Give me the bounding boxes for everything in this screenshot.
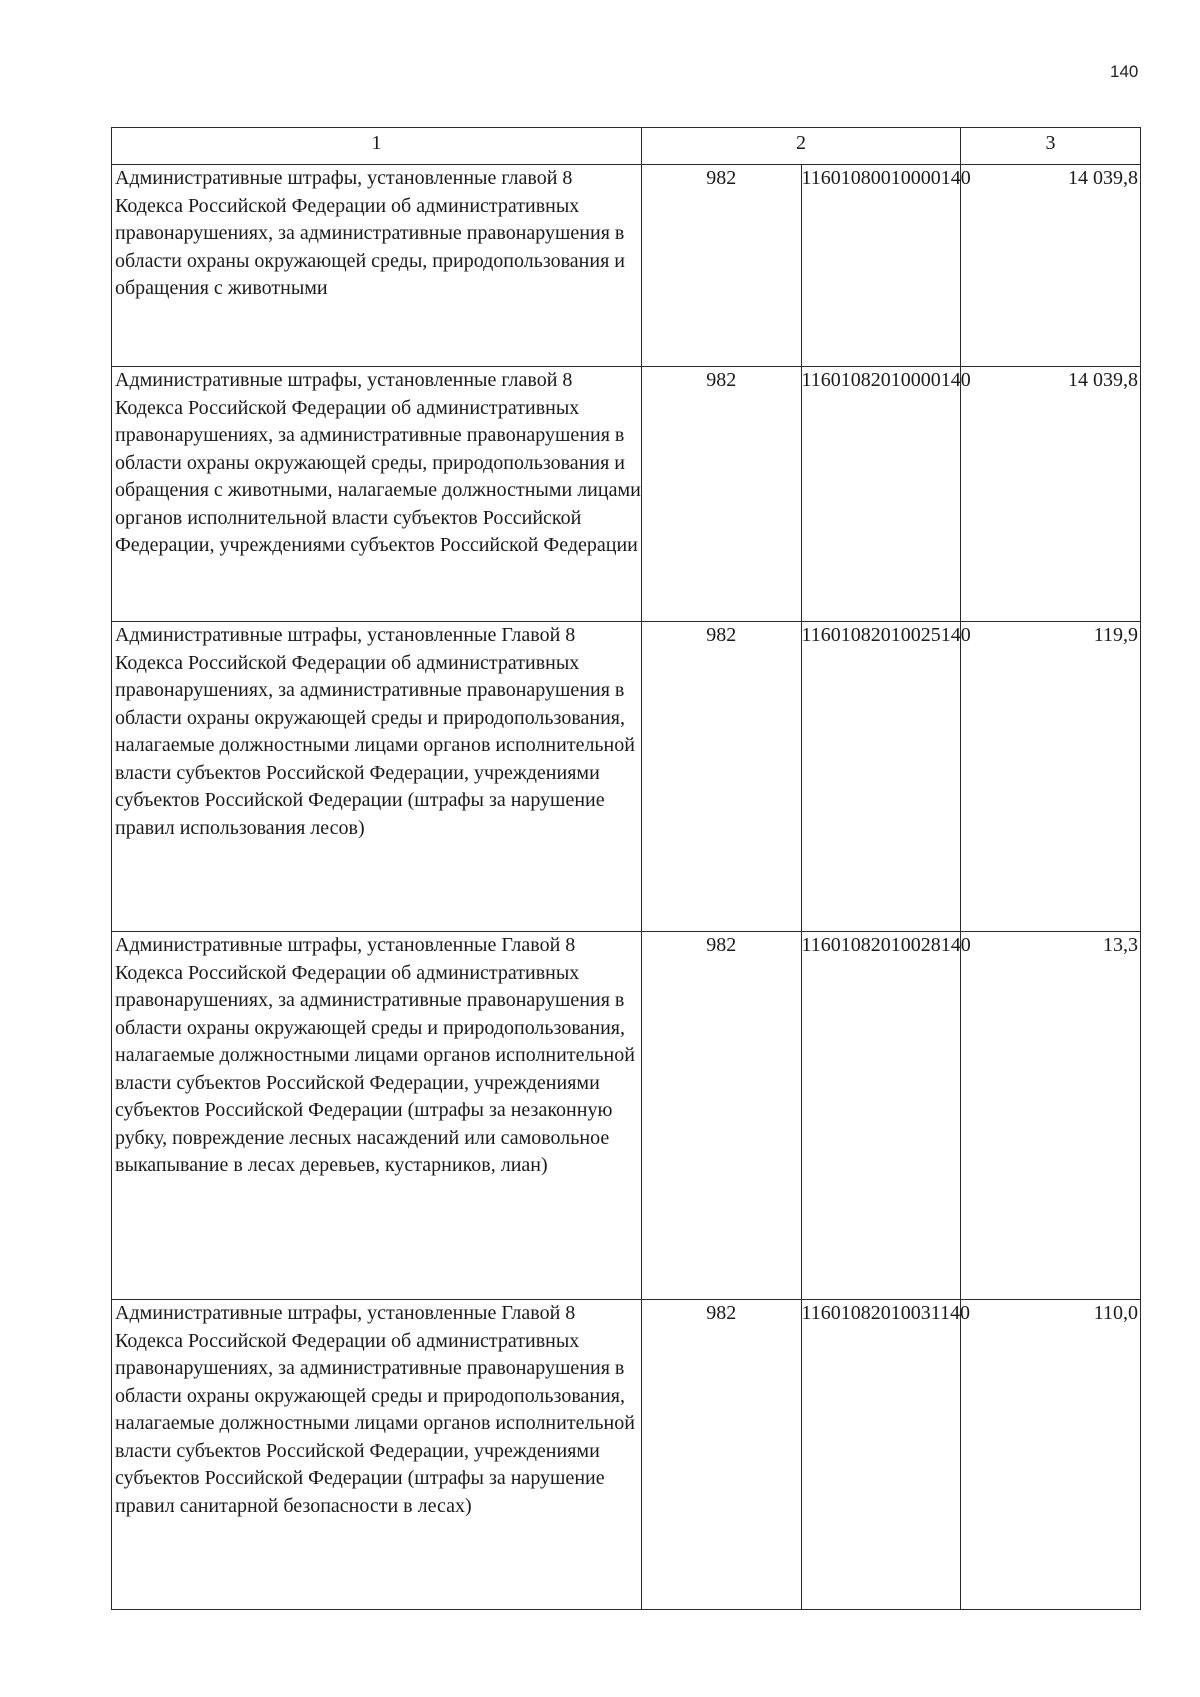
revenue-name-cell: Административные штрафы, установленные Главой 8 Кодекса Российской Федерации об административных правонарушениях, за административные правонарушения в области охраны окружающей среды и природопользования, налагаемые должностными лицами органов исполнительной власти субъектов Российской Федерации, учреждениями субъектов Российской Федерации (штрафы за нарушение правил санитарной безопасности в лесах) (112, 1300, 642, 1610)
page-number: 140 (1110, 62, 1139, 81)
admin-code-cell: 982 (642, 165, 802, 367)
amount-cell: 110,0 (961, 1300, 1141, 1610)
column-header-3: 3 (961, 128, 1141, 165)
admin-code-cell: 982 (642, 1300, 802, 1610)
revenue-name-cell: Административные штрафы, установленные главой 8 Кодекса Российской Федерации об административных правонарушениях, за административные правонарушения в области охраны окружающей среды, природопользования и обращения с животными, налагаемые должностными лицами органов исполнительной власти субъектов Российской Федерации, учреждениями субъектов Российской Федерации (112, 367, 642, 622)
table-row (112, 622, 1141, 932)
amount-cell: 14 039,8 (961, 165, 1141, 367)
budget-code-cell: 11601082010025140 (801, 622, 961, 932)
amount-cell: 13,3 (961, 932, 1141, 1300)
revenue-name-cell: Административные штрафы, установленные Главой 8 Кодекса Российской Федерации об административных правонарушениях, за административные правонарушения в области охраны окружающей среды и природопользования, налагаемые должностными лицами органов исполнительной власти субъектов Российской Федерации, учреждениями субъектов Российской Федерации (штрафы за незаконную рубку, повреждение лесных насаждений или самовольное выкапывание в лесах деревьев, кустарников, лиан) (112, 932, 642, 1300)
table-header-row (112, 128, 1141, 165)
budget-code-cell: 11601082010031140 (801, 1300, 961, 1610)
column-header-2: 2 (642, 128, 961, 165)
table-row (112, 932, 1141, 1300)
admin-code-cell: 982 (642, 622, 802, 932)
table-row (112, 367, 1141, 622)
revenue-name-cell: Административные штрафы, установленные главой 8 Кодекса Российской Федерации об административных правонарушениях, за административные правонарушения в области охраны окружающей среды, природопользования и обращения с животными (112, 165, 642, 367)
budget-revenue-table (111, 127, 1141, 1610)
column-header-1: 1 (112, 128, 642, 165)
budget-code-cell: 11601082010028140 (801, 932, 961, 1300)
revenue-name-cell: Административные штрафы, установленные Главой 8 Кодекса Российской Федерации об административных правонарушениях, за административные правонарушения в области охраны окружающей среды и природопользования, налагаемые должностными лицами органов исполнительной власти субъектов Российской Федерации, учреждениями субъектов Российской Федерации (штрафы за нарушение правил использования лесов) (112, 622, 642, 932)
admin-code-cell: 982 (642, 367, 802, 622)
amount-cell: 119,9 (961, 622, 1141, 932)
budget-code-cell: 11601080010000140 (801, 165, 961, 367)
budget-code-cell: 11601082010000140 (801, 367, 961, 622)
amount-cell: 14 039,8 (961, 367, 1141, 622)
table-row (112, 165, 1141, 367)
table-row (112, 1300, 1141, 1610)
admin-code-cell: 982 (642, 932, 802, 1300)
